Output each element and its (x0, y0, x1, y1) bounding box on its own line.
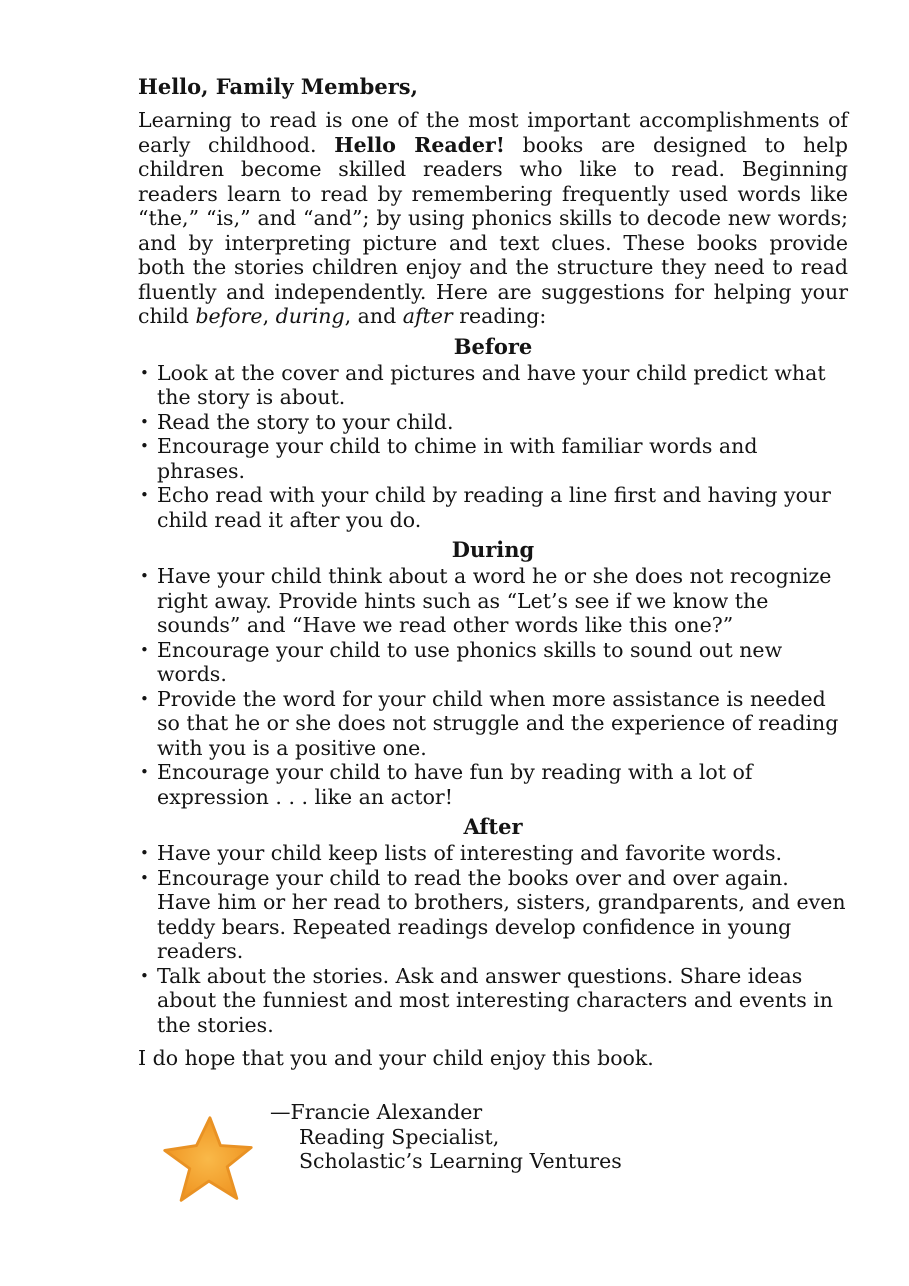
greeting-heading: Hello, Family Members, (138, 74, 418, 99)
signature-block (270, 1100, 622, 1174)
star-icon (160, 1112, 256, 1208)
list-item: • Encourage your child to use phonics skills to sound out new words. (140, 637, 783, 686)
during-list (138, 564, 848, 809)
signature-title: Reading Specialist, (299, 1124, 500, 1149)
list-item: • Provide the word for your child when more assistance is needed so that he or she does not struggle and the experience of reading with you is a positive one. (140, 686, 839, 760)
before-list (138, 361, 848, 533)
list-item: • Look at the cover and pictures and have your child predict what the story is about. (140, 360, 826, 409)
list-item: • Encourage your child to read the books over and over again. Have him or her read to brothers, sisters, grandparents, and even teddy bears. Repeated readings develop confidence in young readers. (140, 865, 846, 963)
list-item: • Have your child think about a word he or she does not recognize right away. Provide hints such as “Let’s see if we know the sounds” and “Have we read other words like this one?” (140, 564, 832, 637)
closing-line: I do hope that you and your child enjoy this book. (138, 1046, 654, 1070)
section-heading-during: During (451, 537, 535, 562)
list-item: • Encourage your child to have fun by reading with a lot of expression . . . like an actor! (140, 760, 753, 809)
after-list (138, 841, 848, 1037)
list-item: • Encourage your child to chime in with familiar words and phrases. (140, 434, 758, 483)
section-heading-before: Before (453, 333, 533, 359)
list-item: • Read the story to your child. (140, 409, 454, 434)
list-item: • Have your child keep lists of interesting and favorite words. (140, 841, 782, 865)
intro-paragraph: Learning to read is one of the most important accomplishments of early childhood. Hello Reader! books are designed to help children become skilled readers who like to read. Beginning readers learn to read by remembering frequently used words like “the,” “is,” and “and”; by using phonics skills to decode new words; and by interpreting picture and text clues. These books provide both the stories children enjoy and the structure they need to read fluently and independently. Here are suggestions for helping your child before, during, and after reading: (138, 108, 848, 328)
brand-name: Hello Reader! (334, 132, 505, 157)
signature-org: Scholastic’s Learning Ventures (299, 1149, 622, 1173)
signature-name: —Francie Alexander (270, 1100, 483, 1124)
section-heading-after: After (463, 814, 523, 839)
letter-page (138, 72, 848, 1071)
list-item: • Echo read with your child by reading a line first and having your child read it after you do. (140, 483, 831, 532)
list-item: • Talk about the stories. Ask and answer questions. Share ideas about the funniest and most interesting characters and events in the stories. (140, 963, 833, 1037)
